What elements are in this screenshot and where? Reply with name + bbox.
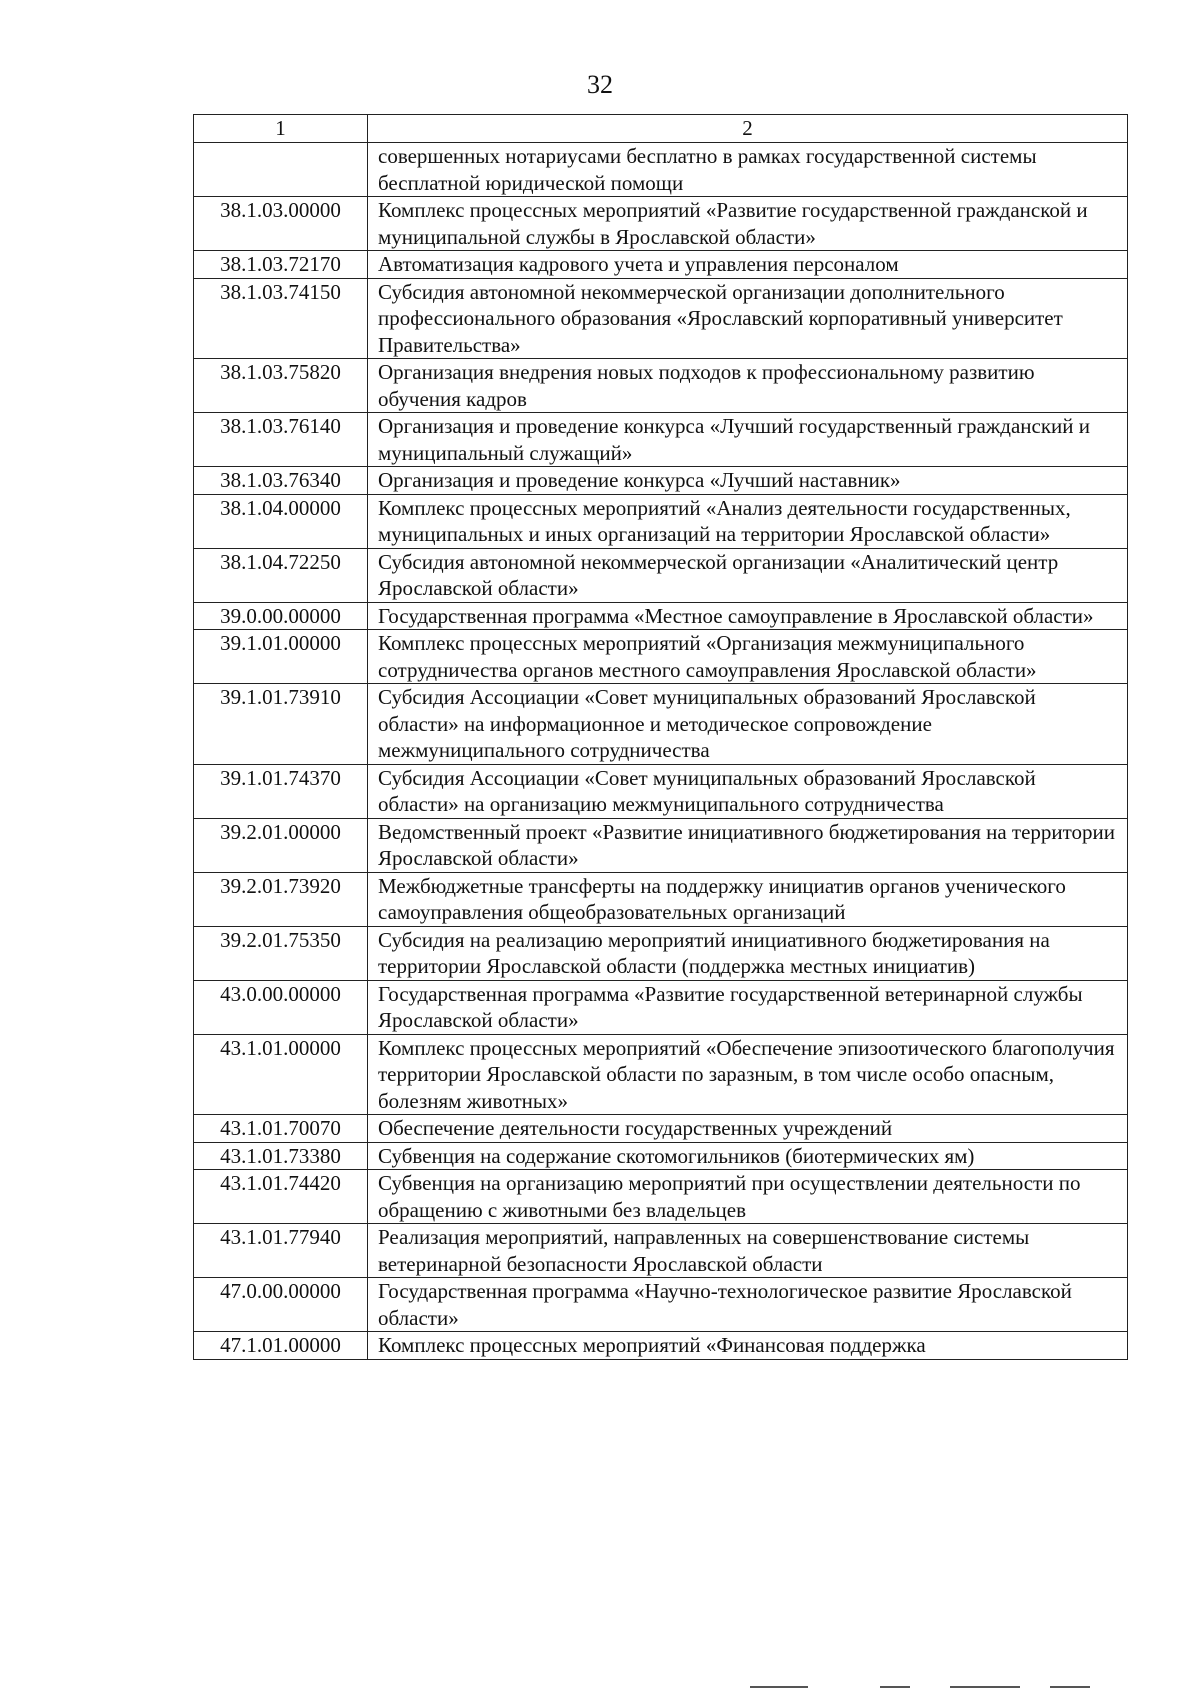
row-code-cell: 38.1.03.75820 xyxy=(194,359,368,413)
row-description-cell: Субсидия автономной некоммерческой организации дополнительного профессионального образования «Ярославский корпоративный университет Правительства» xyxy=(368,278,1128,359)
row-code-cell: 43.1.01.73380 xyxy=(194,1142,368,1170)
row-description-cell: Государственная программа «Развитие государственной ветеринарной службы Ярославской области» xyxy=(368,980,1128,1034)
row-code-cell: 43.1.01.70070 xyxy=(194,1115,368,1143)
table-row xyxy=(194,413,1128,467)
row-description-cell: Субсидия на реализацию мероприятий инициативного бюджетирования на территории Ярославской области (поддержка местных инициатив) xyxy=(368,926,1128,980)
row-description-cell: Комплекс процессных мероприятий «Организация межмуниципального сотрудничества органов местного самоуправления Ярославской области» xyxy=(368,630,1128,684)
table-row xyxy=(194,926,1128,980)
row-code-cell: 39.1.01.74370 xyxy=(194,764,368,818)
row-code-cell: 39.1.01.00000 xyxy=(194,630,368,684)
row-code-cell: 43.1.01.00000 xyxy=(194,1034,368,1115)
scan-edge-marks xyxy=(750,1684,1120,1690)
table-body xyxy=(194,143,1128,1360)
row-description-cell: Межбюджетные трансферты на поддержку инициатив органов ученического самоуправления общеобразовательных организаций xyxy=(368,872,1128,926)
row-code-cell xyxy=(194,143,368,197)
table-row xyxy=(194,467,1128,495)
table-row xyxy=(194,980,1128,1034)
row-description-cell: Ведомственный проект «Развитие инициативного бюджетирования на территории Ярославской области» xyxy=(368,818,1128,872)
row-code-cell: 39.2.01.75350 xyxy=(194,926,368,980)
row-code-cell: 39.2.01.00000 xyxy=(194,818,368,872)
row-code-cell: 38.1.03.76340 xyxy=(194,467,368,495)
row-code-cell: 38.1.03.76140 xyxy=(194,413,368,467)
table-row xyxy=(194,1170,1128,1224)
row-description-cell: Государственная программа «Местное самоуправление в Ярославской области» xyxy=(368,602,1128,630)
table-row xyxy=(194,359,1128,413)
table-row xyxy=(194,494,1128,548)
table-row xyxy=(194,1115,1128,1143)
row-description-cell: Комплекс процессных мероприятий «Развитие государственной гражданской и муниципальной службы в Ярославской области» xyxy=(368,197,1128,251)
table-row xyxy=(194,278,1128,359)
row-description-cell: Комплекс процессных мероприятий «Анализ деятельности государственных, муниципальных и иных организаций на территории Ярославской области» xyxy=(368,494,1128,548)
table-row xyxy=(194,1332,1128,1360)
row-description-cell: Организация и проведение конкурса «Лучший государственный гражданский и муниципальный служащий» xyxy=(368,413,1128,467)
table-row xyxy=(194,764,1128,818)
row-description-cell: Комплекс процессных мероприятий «Обеспечение эпизоотического благополучия территории Ярославской области по заразным, в том числе особо опасным, болезням животных» xyxy=(368,1034,1128,1115)
row-code-cell: 47.1.01.00000 xyxy=(194,1332,368,1360)
table-row xyxy=(194,251,1128,279)
table-row xyxy=(194,143,1128,197)
row-description-cell: Субсидия Ассоциации «Совет муниципальных образований Ярославской области» на информационное и методическое сопровождение межмуниципального сотрудничества xyxy=(368,684,1128,765)
table-row xyxy=(194,1142,1128,1170)
row-description-cell: Субсидия автономной некоммерческой организации «Аналитический центр Ярославской области» xyxy=(368,548,1128,602)
table-row xyxy=(194,1224,1128,1278)
table-row xyxy=(194,548,1128,602)
table-row xyxy=(194,818,1128,872)
row-code-cell: 39.0.00.00000 xyxy=(194,602,368,630)
column-header-2: 2 xyxy=(368,115,1128,143)
row-code-cell: 43.1.01.77940 xyxy=(194,1224,368,1278)
column-header-1: 1 xyxy=(194,115,368,143)
row-code-cell: 38.1.03.72170 xyxy=(194,251,368,279)
table-row xyxy=(194,630,1128,684)
row-code-cell: 43.0.00.00000 xyxy=(194,980,368,1034)
table-row xyxy=(194,1278,1128,1332)
page-number: 32 xyxy=(587,70,613,99)
row-code-cell: 38.1.04.72250 xyxy=(194,548,368,602)
classification-table xyxy=(193,114,1128,1360)
row-code-cell: 38.1.03.74150 xyxy=(194,278,368,359)
row-description-cell: Организация и проведение конкурса «Лучший наставник» xyxy=(368,467,1128,495)
row-description-cell: Субвенция на содержание скотомогильников (биотермических ям) xyxy=(368,1142,1128,1170)
row-description-cell: совершенных нотариусами бесплатно в рамках государственной системы бесплатной юридической помощи xyxy=(368,143,1128,197)
table-header-row xyxy=(194,115,1128,143)
table-row xyxy=(194,1034,1128,1115)
table-row xyxy=(194,197,1128,251)
table-row xyxy=(194,602,1128,630)
row-description-cell: Обеспечение деятельности государственных учреждений xyxy=(368,1115,1128,1143)
row-code-cell: 47.0.00.00000 xyxy=(194,1278,368,1332)
table-row xyxy=(194,872,1128,926)
row-code-cell: 38.1.03.00000 xyxy=(194,197,368,251)
row-description-cell: Государственная программа «Научно-технологическое развитие Ярославской области» xyxy=(368,1278,1128,1332)
row-code-cell: 39.2.01.73920 xyxy=(194,872,368,926)
row-code-cell: 38.1.04.00000 xyxy=(194,494,368,548)
row-code-cell: 43.1.01.74420 xyxy=(194,1170,368,1224)
row-description-cell: Автоматизация кадрового учета и управления персоналом xyxy=(368,251,1128,279)
row-description-cell: Организация внедрения новых подходов к профессиональному развитию обучения кадров xyxy=(368,359,1128,413)
table-row xyxy=(194,684,1128,765)
row-code-cell: 39.1.01.73910 xyxy=(194,684,368,765)
row-description-cell: Субсидия Ассоциации «Совет муниципальных образований Ярославской области» на организацию межмуниципального сотрудничества xyxy=(368,764,1128,818)
row-description-cell: Субвенция на организацию мероприятий при осуществлении деятельности по обращению с животными без владельцев xyxy=(368,1170,1128,1224)
row-description-cell: Реализация мероприятий, направленных на совершенствование системы ветеринарной безопасности Ярославской области xyxy=(368,1224,1128,1278)
row-description-cell: Комплекс процессных мероприятий «Финансовая поддержка xyxy=(368,1332,1128,1360)
